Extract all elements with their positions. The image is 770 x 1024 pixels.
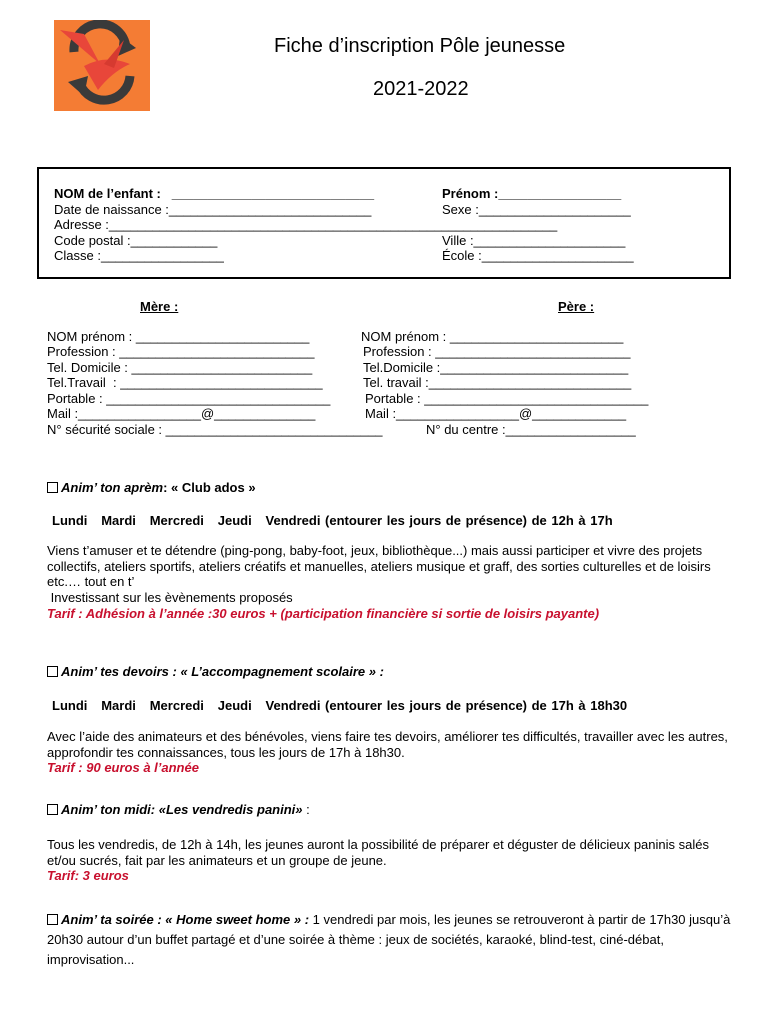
mother-name-field[interactable]: NOM prénom : ________________________ [47, 329, 310, 344]
city-field[interactable]: Ville :_____________________ [442, 233, 626, 248]
sex-field[interactable]: Sexe :_____________________ [442, 202, 631, 217]
birthdate-field[interactable]: Date de naissance :____________________________ [54, 202, 372, 217]
devoirs-title: Anim’ tes devoirs : « L’accompagnement scolaire » : [61, 664, 384, 679]
soiree-description: 1 vendredi par mois, les jeunes se retrouveront à partir de 17h30 jusqu’à 20h30 autour d’un buffet partagé et d’une soirée à thème : jeux de sociétés, karaoké, blind-test, ciné-débat, improvisation... [47, 912, 731, 967]
soiree-title: Anim’ ta soirée : « Home sweet home » : [61, 912, 310, 927]
social-security-field[interactable]: N° sécurité sociale : ______________________________ [47, 422, 383, 437]
school-year: 2021-2022 [373, 78, 469, 100]
class-field[interactable]: Classe :_________________ [54, 248, 224, 263]
child-name-field[interactable]: NOM de l’enfant : ____________________________ [54, 186, 375, 201]
midi-heading [47, 802, 310, 817]
father-heading: Père : [558, 299, 595, 314]
midi-description: Tous les vendredis, de 12h à 14h, les jeunes auront la possibilité de préparer et déguster de délicieux paninis salés et/ou sucrés, fait par les animateurs et un groupe de jeune. [47, 837, 709, 868]
midi-checkbox[interactable] [47, 804, 58, 815]
school-field[interactable]: École :_____________________ [442, 248, 634, 263]
devoirs-days: Lundi Mardi Mercredi Jeudi Vendredi (entourer les jours de présence) de 17h à 18h30 [52, 698, 628, 713]
club-ados-tarif: Tarif : Adhésion à l’année :30 euros + (participation financière si sortie de loisirs payante) [47, 606, 600, 621]
club-ados-description: Viens t’amuser et te détendre (ping-pong, baby-foot, jeux, bibliothèque...) mais aussi participer et vivre des projets collectifs, ateliers sportifs, ateliers créatifs et manuelles, ateliers musique et graff, des sorties culturelles et de loisirs etc.… tout en t’ [47, 543, 711, 589]
postal-code-field[interactable]: Code postal :____________ [54, 233, 218, 248]
devoirs-description: Avec l’aide des animateurs et des bénévoles, viens faire tes devoirs, améliorer tes difficultés, travailler avec les autres, approfondir tes connaissances, tous les jours de 17h à 18h30. [47, 729, 728, 760]
club-ados-checkbox[interactable] [47, 482, 58, 493]
father-name-field[interactable]: NOM prénom : ________________________ [361, 329, 624, 344]
soiree-block [47, 910, 731, 970]
soiree-checkbox[interactable] [47, 914, 58, 925]
page-title: Fiche d’inscription Pôle jeunesse [274, 35, 566, 57]
child-firstname-field[interactable]: Prénom :_________________ [442, 186, 622, 201]
father-mail-field[interactable]: Mail :_________________@_____________ [365, 406, 627, 421]
father-work-phone-field[interactable]: Tel. travail :____________________________ [363, 375, 632, 390]
mother-work-phone-field[interactable]: Tel.Travail : ____________________________ [47, 375, 323, 390]
club-ados-subtitle: : « Club ados » [163, 480, 256, 495]
midi-tarif: Tarif: 3 euros [47, 868, 129, 883]
devoirs-tarif: Tarif : 90 euros à l’année [47, 760, 199, 775]
father-home-phone-field[interactable]: Tel.Domicile :__________________________ [363, 360, 629, 375]
mother-profession-field[interactable]: Profession : ___________________________ [47, 344, 315, 359]
club-ados-title: Anim’ ton aprèm [61, 480, 164, 495]
midi-title-suffix: : [302, 802, 310, 817]
devoirs-checkbox[interactable] [47, 666, 58, 677]
address-field[interactable]: Adresse :______________________________________________________________ [54, 217, 558, 232]
center-number-field[interactable]: N° du centre :__________________ [426, 422, 636, 437]
club-ados-heading [47, 480, 256, 495]
midi-title: Anim’ ton midi: «Les vendredis panini» [61, 802, 303, 817]
recycle-bird-logo-icon [54, 20, 150, 111]
father-mobile-field[interactable]: Portable : _______________________________ [365, 391, 649, 406]
logo [54, 20, 150, 111]
club-ados-description-2: Investissant sur les èvènements proposés [47, 590, 293, 605]
club-ados-days: Lundi Mardi Mercredi Jeudi Vendredi (entourer les jours de présence) de 12h à 17h [52, 513, 613, 528]
mother-heading: Mère : [140, 299, 179, 314]
mother-home-phone-field[interactable]: Tel. Domicile : _________________________ [47, 360, 313, 375]
devoirs-heading [47, 664, 384, 679]
father-profession-field[interactable]: Profession : ___________________________ [363, 344, 631, 359]
mother-mail-field[interactable]: Mail :_________________@______________ [47, 406, 316, 421]
mother-mobile-field[interactable]: Portable : _______________________________ [47, 391, 331, 406]
